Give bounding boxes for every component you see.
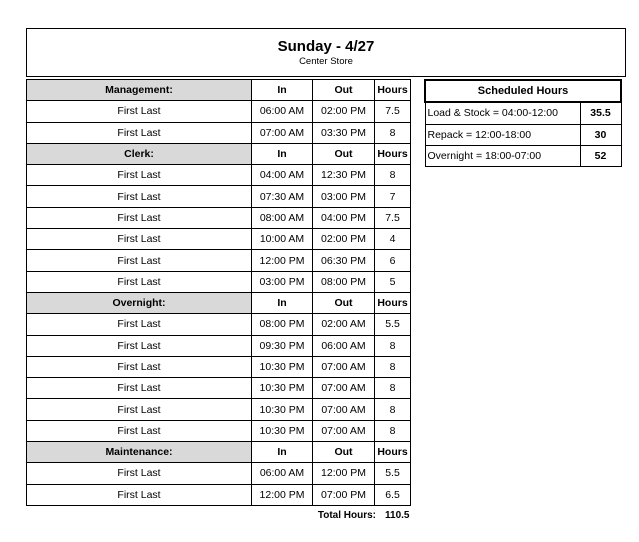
time-in: 10:30 PM	[252, 356, 313, 377]
section-header-row	[27, 80, 411, 101]
shift-table-body	[27, 80, 411, 506]
time-in: 10:30 PM	[252, 399, 313, 420]
time-out: 12:30 PM	[313, 165, 375, 186]
table-row	[27, 122, 411, 143]
time-in: 12:00 PM	[252, 484, 313, 505]
section-header-row	[27, 442, 411, 463]
shift-hours: 7	[375, 186, 411, 207]
shift-hours: 8	[375, 335, 411, 356]
time-in: 10:30 PM	[252, 420, 313, 441]
scheduled-row	[425, 145, 621, 166]
column-header-hours: Hours	[375, 80, 411, 101]
employee-name: First Last	[27, 484, 252, 505]
time-out: 06:00 AM	[313, 335, 375, 356]
shift-hours: 6	[375, 250, 411, 271]
table-row	[27, 271, 411, 292]
time-out: 03:30 PM	[313, 122, 375, 143]
employee-name: First Last	[27, 356, 252, 377]
total-hours	[300, 510, 409, 521]
scheduled-hours: 30	[580, 124, 621, 145]
time-out: 07:00 AM	[313, 378, 375, 399]
column-header-out: Out	[313, 80, 375, 101]
time-out: 03:00 PM	[313, 186, 375, 207]
shift-hours: 4	[375, 229, 411, 250]
shift-hours: 6.5	[375, 484, 411, 505]
employee-name: First Last	[27, 229, 252, 250]
scheduled-hours: 35.5	[580, 102, 621, 124]
scheduled-row	[425, 102, 621, 124]
shift-table	[26, 79, 411, 506]
column-header-in: In	[252, 292, 313, 313]
total-hours-value: 110.5	[385, 510, 410, 521]
employee-name: First Last	[27, 420, 252, 441]
column-header-hours: Hours	[375, 292, 411, 313]
table-row	[27, 165, 411, 186]
section-title: Overnight:	[27, 292, 252, 313]
time-out: 08:00 PM	[313, 271, 375, 292]
employee-name: First Last	[27, 314, 252, 335]
time-in: 07:30 AM	[252, 186, 313, 207]
time-out: 02:00 PM	[313, 101, 375, 122]
shift-hours: 5	[375, 271, 411, 292]
scheduled-hours: 52	[580, 145, 621, 166]
time-in: 06:00 AM	[252, 101, 313, 122]
time-in: 03:00 PM	[252, 271, 313, 292]
time-out: 02:00 AM	[313, 314, 375, 335]
table-row	[27, 463, 411, 484]
employee-name: First Last	[27, 250, 252, 271]
time-out: 02:00 PM	[313, 229, 375, 250]
section-title: Management:	[27, 80, 252, 101]
table-row	[27, 420, 411, 441]
section-title: Clerk:	[27, 143, 252, 164]
schedule-header	[26, 28, 626, 77]
shift-hours: 8	[375, 122, 411, 143]
table-row	[27, 399, 411, 420]
section-header-row	[27, 143, 411, 164]
time-in: 10:00 AM	[252, 229, 313, 250]
scheduled-label: Repack = 12:00-18:00	[425, 124, 580, 145]
employee-name: First Last	[27, 207, 252, 228]
section-header-row	[27, 292, 411, 313]
time-in: 09:30 PM	[252, 335, 313, 356]
time-out: 04:00 PM	[313, 207, 375, 228]
time-out: 06:30 PM	[313, 250, 375, 271]
scheduled-hours-table	[424, 79, 622, 167]
table-row	[27, 356, 411, 377]
table-row	[27, 335, 411, 356]
column-header-out: Out	[313, 292, 375, 313]
shift-hours: 7.5	[375, 101, 411, 122]
scheduled-label: Overnight = 18:00-07:00	[425, 145, 580, 166]
employee-name: First Last	[27, 101, 252, 122]
employee-name: First Last	[27, 399, 252, 420]
shift-hours: 7.5	[375, 207, 411, 228]
time-in: 08:00 PM	[252, 314, 313, 335]
section-title: Maintenance:	[27, 442, 252, 463]
column-header-hours: Hours	[375, 442, 411, 463]
column-header-in: In	[252, 143, 313, 164]
time-in: 04:00 AM	[252, 165, 313, 186]
time-in: 08:00 AM	[252, 207, 313, 228]
page-title: Sunday - 4/27	[277, 38, 375, 55]
shift-hours: 8	[375, 165, 411, 186]
employee-name: First Last	[27, 186, 252, 207]
table-row	[27, 186, 411, 207]
table-row	[27, 101, 411, 122]
table-row	[27, 229, 411, 250]
employee-name: First Last	[27, 378, 252, 399]
scheduled-hours-title: Scheduled Hours	[425, 80, 621, 102]
time-in: 10:30 PM	[252, 378, 313, 399]
employee-name: First Last	[27, 463, 252, 484]
employee-name: First Last	[27, 335, 252, 356]
column-header-in: In	[252, 80, 313, 101]
shift-hours: 8	[375, 356, 411, 377]
employee-name: First Last	[27, 122, 252, 143]
time-out: 07:00 PM	[313, 484, 375, 505]
time-out: 07:00 AM	[313, 420, 375, 441]
shift-hours: 8	[375, 420, 411, 441]
shift-hours: 5.5	[375, 314, 411, 335]
page-subtitle: Center Store	[299, 56, 353, 67]
scheduled-label: Load & Stock = 04:00-12:00	[425, 102, 580, 124]
employee-name: First Last	[27, 165, 252, 186]
table-row	[27, 378, 411, 399]
shift-hours: 8	[375, 378, 411, 399]
total-hours-label: Total Hours:	[317, 510, 376, 521]
scheduled-row	[425, 124, 621, 145]
table-row	[27, 484, 411, 505]
time-out: 07:00 AM	[313, 399, 375, 420]
column-header-in: In	[252, 442, 313, 463]
time-in: 06:00 AM	[252, 463, 313, 484]
column-header-hours: Hours	[375, 143, 411, 164]
column-header-out: Out	[313, 143, 375, 164]
column-header-out: Out	[313, 442, 375, 463]
table-row	[27, 314, 411, 335]
time-in: 12:00 PM	[252, 250, 313, 271]
shift-hours: 8	[375, 399, 411, 420]
table-row	[27, 250, 411, 271]
time-in: 07:00 AM	[252, 122, 313, 143]
shift-hours: 5.5	[375, 463, 411, 484]
time-out: 12:00 PM	[313, 463, 375, 484]
employee-name: First Last	[27, 271, 252, 292]
time-out: 07:00 AM	[313, 356, 375, 377]
table-row	[27, 207, 411, 228]
